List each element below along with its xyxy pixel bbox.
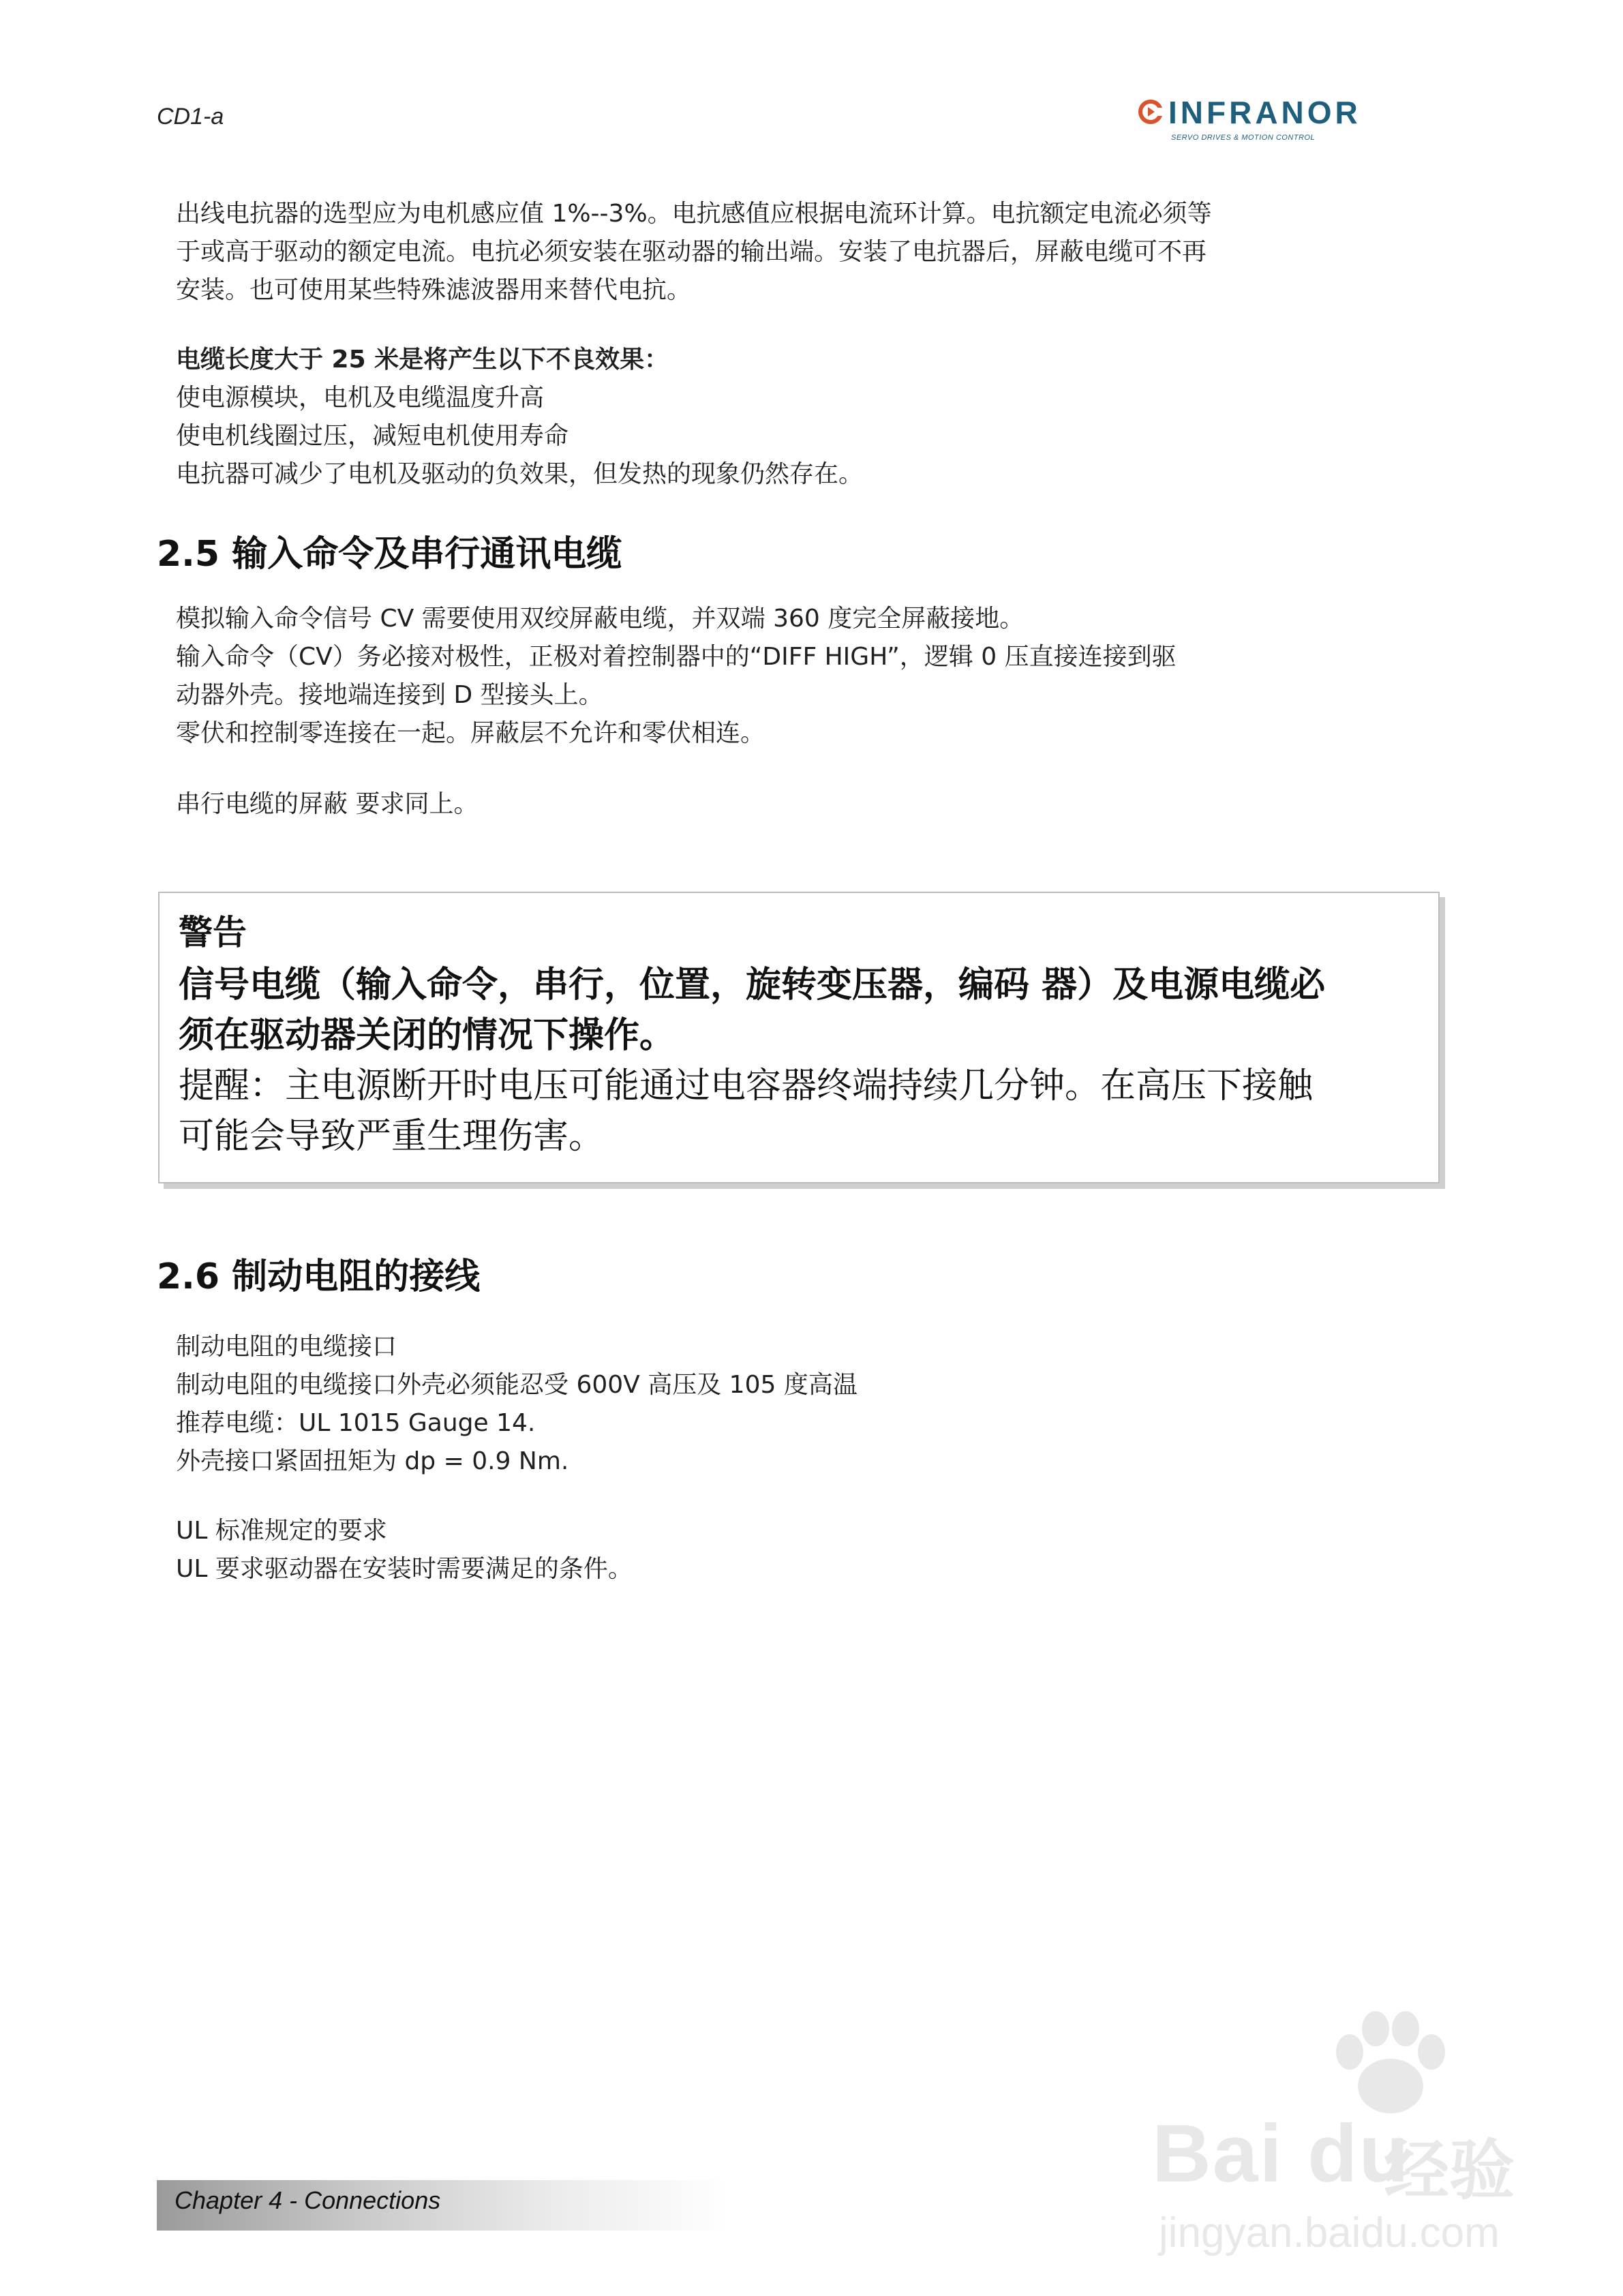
warning-box: [158, 892, 1440, 1183]
section-2-5-line-2: 输入命令（CV）务必接对极性，正极对着控制器中的“DIFF HIGH”，逻辑 0 压直接连接到驱: [176, 643, 1177, 671]
watermark-brand: Bai du: [1152, 2108, 1410, 2199]
section-2-6-line-2: 制动电阻的电缆接口外壳必须能忍受 600V 高压及 105 度高温: [176, 1371, 858, 1399]
cable-length-line-2: 使电机线圈过压，减短电机使用寿命: [176, 422, 569, 450]
intro-line-3: 安装。也可使用某些特殊滤波器用来替代电抗。: [176, 276, 692, 304]
ul-requirements-title: UL 标准规定的要求: [176, 1517, 387, 1545]
warning-note-line-1: 提醒：主电源断开时电压可能通过电容器终端持续几分钟。在高压下接触: [179, 1066, 1314, 1106]
section-2-6-line-1: 制动电阻的电缆接口: [176, 1333, 397, 1361]
section-2-6-heading: 2.6 制动电阻的接线: [157, 1256, 481, 1297]
document-code: CD1-a: [157, 104, 224, 130]
section-2-6-line-4: 外壳接口紧固扭矩为 dp = 0.9 Nm.: [176, 1447, 569, 1475]
paw-icon: [1322, 2004, 1459, 2120]
footer-chapter: Chapter 4 - Connections: [175, 2186, 441, 2214]
logo-wordmark: INFRANOR: [1168, 95, 1361, 130]
infranor-logo: [1137, 94, 1382, 149]
warning-bold-line-1: 信号电缆（输入命令，串行，位置，旋转变压器，编码 器）及电源电缆必: [179, 965, 1326, 1006]
intro-line-1: 出线电抗器的选型应为电机感应值 1%--3%。电抗感值应根据电流环计算。电抗额定电流必须等: [176, 200, 1212, 228]
watermark-cn: 经验: [1384, 2132, 1515, 2209]
logo-tagline: SERVO DRIVES & MOTION CONTROL: [1171, 134, 1316, 142]
section-2-5-line-3: 动器外壳。接地端连接到 D 型接头上。: [176, 681, 603, 709]
warning-note-line-2: 可能会导致严重生理伤害。: [179, 1116, 605, 1157]
section-2-5-line-4: 零伏和控制零连接在一起。屏蔽层不允许和零伏相连。: [176, 719, 765, 747]
warning-title: 警告: [179, 913, 247, 952]
ul-requirements-line: UL 要求驱动器在安装时需要满足的条件。: [176, 1555, 633, 1583]
watermark-url: jingyan.baidu.com: [1159, 2209, 1500, 2256]
cable-length-line-3: 电抗器可减少了电机及驱动的负效果，但发热的现象仍然存在。: [176, 460, 864, 488]
section-2-6-line-3: 推荐电缆：UL 1015 Gauge 14.: [176, 1409, 536, 1437]
warning-bold-line-2: 须在驱动器关闭的情况下操作。: [179, 1015, 676, 1056]
intro-line-2: 于或高于驱动的额定电流。电抗必须安装在驱动器的输出端。安装了电抗器后，屏蔽电缆可不再: [176, 238, 1207, 266]
logo-mark-icon: [1137, 98, 1164, 125]
baidu-watermark: [1152, 2004, 1534, 2277]
section-2-5-line-1: 模拟输入命令信号 CV 需要使用双绞屏蔽电缆，并双端 360 度完全屏蔽接地。: [176, 605, 1025, 633]
cable-length-title: 电缆长度大于 25 米是将产生以下不良效果：: [176, 346, 669, 374]
cable-length-line-1: 使电源模块，电机及电缆温度升高: [176, 384, 545, 412]
serial-cable-note: 串行电缆的屏蔽 要求同上。: [176, 790, 479, 818]
section-2-5-heading: 2.5 输入命令及串行通讯电缆: [157, 534, 622, 575]
